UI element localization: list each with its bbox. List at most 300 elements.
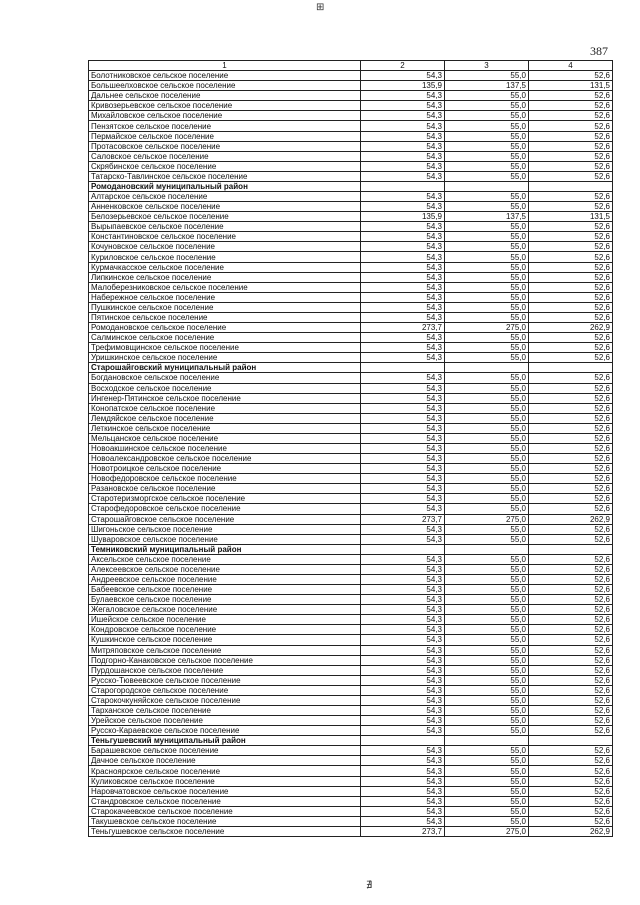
value-col2-cell: 54,3 bbox=[361, 746, 445, 756]
settlement-name-cell: Старофедоровское сельское поселение bbox=[89, 504, 361, 514]
value-col3-cell: 55,0 bbox=[445, 504, 529, 514]
value-col2-cell: 54,3 bbox=[361, 353, 445, 363]
value-col2-cell: 54,3 bbox=[361, 393, 445, 403]
value-col3-cell: 55,0 bbox=[445, 192, 529, 202]
value-col4-cell: 52,6 bbox=[529, 665, 613, 675]
value-col2-cell: 54,3 bbox=[361, 202, 445, 212]
table-row bbox=[89, 685, 613, 695]
table-row bbox=[89, 645, 613, 655]
value-col4-cell: 52,6 bbox=[529, 413, 613, 423]
settlement-name-cell: Стандровское сельское поселение bbox=[89, 796, 361, 806]
settlement-name-cell: Константиновское сельское поселение bbox=[89, 232, 361, 242]
settlement-name-cell: Подгорно-Канаковское сельское поселение bbox=[89, 655, 361, 665]
value-col2-cell: 135,9 bbox=[361, 212, 445, 222]
value-col4-cell: 52,6 bbox=[529, 302, 613, 312]
value-col2-cell: 54,3 bbox=[361, 192, 445, 202]
value-col4-cell: 52,6 bbox=[529, 726, 613, 736]
table-row bbox=[89, 312, 613, 322]
value-col4-cell: 52,6 bbox=[529, 494, 613, 504]
value-col2-cell: 54,3 bbox=[361, 706, 445, 716]
value-col3-cell: 55,0 bbox=[445, 262, 529, 272]
table-row bbox=[89, 554, 613, 564]
value-col2-cell: 54,3 bbox=[361, 464, 445, 474]
value-col4-cell: 52,6 bbox=[529, 454, 613, 464]
value-col2-cell: 54,3 bbox=[361, 665, 445, 675]
value-col4-cell: 52,6 bbox=[529, 605, 613, 615]
settlement-name-cell: Теньгушевский муниципальный район bbox=[89, 736, 361, 746]
value-col4-cell: 52,6 bbox=[529, 474, 613, 484]
value-col4-cell: 52,6 bbox=[529, 232, 613, 242]
value-col2-cell: 54,3 bbox=[361, 91, 445, 101]
table-row bbox=[89, 514, 613, 524]
value-col2-cell: 54,3 bbox=[361, 262, 445, 272]
table-row bbox=[89, 474, 613, 484]
value-col2-cell: 54,3 bbox=[361, 716, 445, 726]
value-col3-cell: 55,0 bbox=[445, 252, 529, 262]
settlement-name-cell: Пушкинское сельское поселение bbox=[89, 302, 361, 312]
value-col4-cell: 52,6 bbox=[529, 746, 613, 756]
settlement-name-cell: Тарханское сельское поселение bbox=[89, 706, 361, 716]
settlement-name-cell: Леткинское сельское поселение bbox=[89, 423, 361, 433]
value-col4-cell: 52,6 bbox=[529, 685, 613, 695]
value-col2-cell: 54,3 bbox=[361, 71, 445, 81]
table-header bbox=[89, 61, 613, 71]
settlement-name-cell: Ишейское сельское поселение bbox=[89, 615, 361, 625]
table-row bbox=[89, 464, 613, 474]
value-col3-cell: 55,0 bbox=[445, 423, 529, 433]
value-col3-cell: 55,0 bbox=[445, 806, 529, 816]
value-col4-cell: 52,6 bbox=[529, 443, 613, 453]
value-col4-cell: 52,6 bbox=[529, 141, 613, 151]
table-row bbox=[89, 71, 613, 81]
settlement-name-cell: Кушкинское сельское поселение bbox=[89, 635, 361, 645]
value-col4-cell: 52,6 bbox=[529, 675, 613, 685]
table-row bbox=[89, 655, 613, 665]
value-col3-cell: 55,0 bbox=[445, 585, 529, 595]
value-col2-cell: 54,3 bbox=[361, 645, 445, 655]
value-col2-cell: 54,3 bbox=[361, 504, 445, 514]
value-col2-cell: 54,3 bbox=[361, 151, 445, 161]
value-col2-cell: 54,3 bbox=[361, 443, 445, 453]
value-col3-cell: 55,0 bbox=[445, 413, 529, 423]
value-col2-cell: 54,3 bbox=[361, 141, 445, 151]
value-col3-cell: 55,0 bbox=[445, 111, 529, 121]
settlement-name-cell: Салминское сельское поселение bbox=[89, 333, 361, 343]
table-row bbox=[89, 766, 613, 776]
value-col2-cell: 54,3 bbox=[361, 585, 445, 595]
value-col2-cell: 54,3 bbox=[361, 121, 445, 131]
value-col2-cell: 54,3 bbox=[361, 343, 445, 353]
table-row bbox=[89, 605, 613, 615]
value-col2-cell: 54,3 bbox=[361, 433, 445, 443]
value-col4-cell: 52,6 bbox=[529, 333, 613, 343]
table-row bbox=[89, 141, 613, 151]
value-col2-cell bbox=[361, 363, 445, 373]
table-row bbox=[89, 383, 613, 393]
value-col4-cell: 52,6 bbox=[529, 615, 613, 625]
value-col2-cell: 54,3 bbox=[361, 564, 445, 574]
settlement-name-cell: Наровчатовское сельское поселение bbox=[89, 786, 361, 796]
value-col3-cell: 55,0 bbox=[445, 716, 529, 726]
value-col4-cell: 52,6 bbox=[529, 464, 613, 474]
settlement-name-cell: Белозерьевское сельское поселение bbox=[89, 212, 361, 222]
table-row bbox=[89, 816, 613, 826]
value-col3-cell: 55,0 bbox=[445, 202, 529, 212]
value-col4-cell: 52,6 bbox=[529, 423, 613, 433]
table-row bbox=[89, 192, 613, 202]
settlement-name-cell: Пензятское сельское поселение bbox=[89, 121, 361, 131]
value-col3-cell: 55,0 bbox=[445, 91, 529, 101]
value-col4-cell: 52,6 bbox=[529, 242, 613, 252]
value-col3-cell: 55,0 bbox=[445, 242, 529, 252]
settlement-name-cell: Бабеевское сельское поселение bbox=[89, 585, 361, 595]
value-col2-cell: 273,7 bbox=[361, 514, 445, 524]
settlement-name-cell: Новофедоровское сельское поселение bbox=[89, 474, 361, 484]
table-row bbox=[89, 746, 613, 756]
value-col3-cell: 275,0 bbox=[445, 323, 529, 333]
value-col3-cell: 55,0 bbox=[445, 121, 529, 131]
value-col3-cell: 55,0 bbox=[445, 595, 529, 605]
value-col4-cell: 52,6 bbox=[529, 222, 613, 232]
value-col4-cell: 52,6 bbox=[529, 564, 613, 574]
settlement-name-cell: Теньгушевское сельское поселение bbox=[89, 826, 361, 836]
value-col2-cell: 54,3 bbox=[361, 574, 445, 584]
value-col2-cell: 54,3 bbox=[361, 806, 445, 816]
table-row bbox=[89, 595, 613, 605]
value-col3-cell: 137,5 bbox=[445, 81, 529, 91]
settlement-name-cell: Саловское сельское поселение bbox=[89, 151, 361, 161]
value-col2-cell: 273,7 bbox=[361, 323, 445, 333]
value-col4-cell: 262,9 bbox=[529, 514, 613, 524]
table-row bbox=[89, 706, 613, 716]
value-col2-cell: 54,3 bbox=[361, 726, 445, 736]
value-col2-cell bbox=[361, 736, 445, 746]
value-col4-cell: 52,6 bbox=[529, 282, 613, 292]
table-row bbox=[89, 121, 613, 131]
settlement-name-cell: Андреевское сельское поселение bbox=[89, 574, 361, 584]
value-col2-cell: 54,3 bbox=[361, 796, 445, 806]
value-col2-cell: 54,3 bbox=[361, 171, 445, 181]
value-col2-cell: 54,3 bbox=[361, 312, 445, 322]
value-col4-cell: 52,6 bbox=[529, 645, 613, 655]
table-row bbox=[89, 776, 613, 786]
settlement-name-cell: Большеелховское сельское поселение bbox=[89, 81, 361, 91]
table-row bbox=[89, 353, 613, 363]
value-col4-cell: 52,6 bbox=[529, 111, 613, 121]
table-row bbox=[89, 262, 613, 272]
value-col4-cell: 52,6 bbox=[529, 484, 613, 494]
settlement-name-cell: Митряповское сельское поселение bbox=[89, 645, 361, 655]
table-row bbox=[89, 433, 613, 443]
value-col3-cell: 55,0 bbox=[445, 222, 529, 232]
value-col2-cell: 54,3 bbox=[361, 161, 445, 171]
value-col3-cell: 55,0 bbox=[445, 454, 529, 464]
value-col4-cell: 52,6 bbox=[529, 635, 613, 645]
value-col2-cell: 54,3 bbox=[361, 524, 445, 534]
settlement-name-cell: Болотниковское сельское поселение bbox=[89, 71, 361, 81]
value-col4-cell: 52,6 bbox=[529, 655, 613, 665]
value-col2-cell: 54,3 bbox=[361, 695, 445, 705]
table-row bbox=[89, 111, 613, 121]
value-col3-cell: 55,0 bbox=[445, 635, 529, 645]
column-header-2: 2 bbox=[361, 61, 445, 71]
table-row bbox=[89, 826, 613, 836]
settlement-name-cell: Темниковский муниципальный район bbox=[89, 544, 361, 554]
value-col2-cell: 54,3 bbox=[361, 413, 445, 423]
value-col4-cell: 52,6 bbox=[529, 262, 613, 272]
settlement-name-cell: Ромодановское сельское поселение bbox=[89, 323, 361, 333]
settlement-name-cell: Старогородское сельское поселение bbox=[89, 685, 361, 695]
table-row bbox=[89, 625, 613, 635]
table-row bbox=[89, 333, 613, 343]
value-col4-cell: 52,6 bbox=[529, 353, 613, 363]
value-col2-cell: 54,3 bbox=[361, 232, 445, 242]
table-row bbox=[89, 252, 613, 262]
value-col4-cell: 52,6 bbox=[529, 716, 613, 726]
table-row bbox=[89, 806, 613, 816]
value-col3-cell: 55,0 bbox=[445, 292, 529, 302]
table-row bbox=[89, 222, 613, 232]
table-row bbox=[89, 574, 613, 584]
value-col4-cell: 52,6 bbox=[529, 695, 613, 705]
value-col2-cell: 54,3 bbox=[361, 242, 445, 252]
value-col2-cell: 54,3 bbox=[361, 625, 445, 635]
value-col3-cell: 55,0 bbox=[445, 554, 529, 564]
value-col4-cell: 52,6 bbox=[529, 595, 613, 605]
value-col3-cell: 55,0 bbox=[445, 474, 529, 484]
settlement-name-cell: Михайловское сельское поселение bbox=[89, 111, 361, 121]
value-col3-cell: 55,0 bbox=[445, 151, 529, 161]
value-col4-cell: 52,6 bbox=[529, 756, 613, 766]
table-body bbox=[89, 71, 613, 837]
settlement-name-cell: Старокачеевское сельское поселение bbox=[89, 806, 361, 816]
value-col3-cell: 55,0 bbox=[445, 695, 529, 705]
table-row bbox=[89, 212, 613, 222]
value-col4-cell: 52,6 bbox=[529, 403, 613, 413]
value-col2-cell: 54,3 bbox=[361, 252, 445, 262]
value-col2-cell: 54,3 bbox=[361, 222, 445, 232]
value-col4-cell: 52,6 bbox=[529, 171, 613, 181]
value-col4-cell: 52,6 bbox=[529, 776, 613, 786]
value-col4-cell bbox=[529, 544, 613, 554]
settlement-name-cell: Куликовское сельское поселение bbox=[89, 776, 361, 786]
table-row bbox=[89, 564, 613, 574]
value-col2-cell: 54,3 bbox=[361, 484, 445, 494]
value-col2-cell: 54,3 bbox=[361, 373, 445, 383]
table-row bbox=[89, 615, 613, 625]
settlement-name-cell: Протасовское сельское поселение bbox=[89, 141, 361, 151]
table-row bbox=[89, 524, 613, 534]
settlement-name-cell: Трефимовщинское сельское поселение bbox=[89, 343, 361, 353]
settlement-name-cell: Набережное сельское поселение bbox=[89, 292, 361, 302]
settlement-name-cell: Русско-Тювеевское сельское поселение bbox=[89, 675, 361, 685]
value-col3-cell: 55,0 bbox=[445, 101, 529, 111]
table-row bbox=[89, 443, 613, 453]
value-col4-cell: 52,6 bbox=[529, 574, 613, 584]
table-row bbox=[89, 161, 613, 171]
settlement-name-cell: Мельцанское сельское поселение bbox=[89, 433, 361, 443]
table-row bbox=[89, 504, 613, 514]
value-col4-cell: 52,6 bbox=[529, 71, 613, 81]
settlement-name-cell: Русско-Караевское сельское поселение bbox=[89, 726, 361, 736]
settlement-name-cell: Такушевское сельское поселение bbox=[89, 816, 361, 826]
value-col2-cell: 54,3 bbox=[361, 282, 445, 292]
table-row bbox=[89, 695, 613, 705]
table-row bbox=[89, 151, 613, 161]
value-col4-cell: 52,6 bbox=[529, 131, 613, 141]
settlement-name-cell: Урейское сельское поселение bbox=[89, 716, 361, 726]
value-col4-cell bbox=[529, 736, 613, 746]
table-row bbox=[89, 675, 613, 685]
value-col4-cell: 262,9 bbox=[529, 323, 613, 333]
settlement-name-cell: Шуваровское сельское поселение bbox=[89, 534, 361, 544]
table-row bbox=[89, 484, 613, 494]
table-row bbox=[89, 302, 613, 312]
column-header-3: 3 bbox=[445, 61, 529, 71]
value-col4-cell: 52,6 bbox=[529, 101, 613, 111]
value-col3-cell: 55,0 bbox=[445, 433, 529, 443]
table-row bbox=[89, 232, 613, 242]
value-col4-cell: 52,6 bbox=[529, 373, 613, 383]
value-col2-cell: 54,3 bbox=[361, 554, 445, 564]
value-col3-cell: 55,0 bbox=[445, 796, 529, 806]
value-col3-cell: 55,0 bbox=[445, 383, 529, 393]
district-row bbox=[89, 544, 613, 554]
value-col4-cell: 52,6 bbox=[529, 554, 613, 564]
value-col2-cell: 54,3 bbox=[361, 766, 445, 776]
value-col2-cell: 54,3 bbox=[361, 595, 445, 605]
table-row bbox=[89, 101, 613, 111]
value-col4-cell: 52,6 bbox=[529, 202, 613, 212]
value-col3-cell: 55,0 bbox=[445, 625, 529, 635]
value-col4-cell: 52,6 bbox=[529, 585, 613, 595]
value-col3-cell: 55,0 bbox=[445, 302, 529, 312]
value-col3-cell bbox=[445, 736, 529, 746]
settlement-name-cell: Кондровское сельское поселение bbox=[89, 625, 361, 635]
settlement-name-cell: Татарско-Тавлинское сельское поселение bbox=[89, 171, 361, 181]
settlement-name-cell: Малоберезниковское сельское поселение bbox=[89, 282, 361, 292]
settlement-name-cell: Алексеевское сельское поселение bbox=[89, 564, 361, 574]
settlement-name-cell: Барашевское сельское поселение bbox=[89, 746, 361, 756]
value-col3-cell: 55,0 bbox=[445, 605, 529, 615]
settlement-name-cell: Разановское сельское поселение bbox=[89, 484, 361, 494]
table-row bbox=[89, 272, 613, 282]
value-col2-cell bbox=[361, 181, 445, 191]
value-col3-cell: 275,0 bbox=[445, 514, 529, 524]
value-col4-cell bbox=[529, 181, 613, 191]
table-row bbox=[89, 635, 613, 645]
settlement-name-cell: Анненковское сельское поселение bbox=[89, 202, 361, 212]
table-row bbox=[89, 756, 613, 766]
table-row bbox=[89, 665, 613, 675]
value-col2-cell: 54,3 bbox=[361, 302, 445, 312]
value-col4-cell: 52,6 bbox=[529, 504, 613, 514]
settlement-name-cell: Старокочкуняйское сельское поселение bbox=[89, 695, 361, 705]
value-col2-cell: 54,3 bbox=[361, 776, 445, 786]
value-col3-cell: 55,0 bbox=[445, 524, 529, 534]
value-col3-cell: 55,0 bbox=[445, 353, 529, 363]
value-col4-cell: 52,6 bbox=[529, 383, 613, 393]
table-row bbox=[89, 534, 613, 544]
settlement-name-cell: Новоалександровское сельское поселение bbox=[89, 454, 361, 464]
value-col4-cell: 52,6 bbox=[529, 343, 613, 353]
value-col2-cell: 54,3 bbox=[361, 756, 445, 766]
value-col3-cell: 55,0 bbox=[445, 333, 529, 343]
table-row bbox=[89, 393, 613, 403]
settlement-name-cell: Старотеризморгское сельское поселение bbox=[89, 494, 361, 504]
value-col3-cell: 55,0 bbox=[445, 141, 529, 151]
value-col2-cell: 54,3 bbox=[361, 454, 445, 464]
value-col4-cell: 52,6 bbox=[529, 766, 613, 776]
value-col2-cell: 54,3 bbox=[361, 101, 445, 111]
value-col2-cell: 54,3 bbox=[361, 131, 445, 141]
value-col3-cell: 55,0 bbox=[445, 726, 529, 736]
table-row bbox=[89, 81, 613, 91]
value-col3-cell: 55,0 bbox=[445, 71, 529, 81]
settlement-name-cell: Куриловское сельское поселение bbox=[89, 252, 361, 262]
settlement-name-cell: Скрябинское сельское поселение bbox=[89, 161, 361, 171]
value-col3-cell bbox=[445, 181, 529, 191]
value-col3-cell: 55,0 bbox=[445, 343, 529, 353]
value-col3-cell: 55,0 bbox=[445, 232, 529, 242]
value-col3-cell: 55,0 bbox=[445, 776, 529, 786]
table-row bbox=[89, 282, 613, 292]
value-col3-cell: 275,0 bbox=[445, 826, 529, 836]
table-row bbox=[89, 413, 613, 423]
value-col4-cell: 52,6 bbox=[529, 161, 613, 171]
value-col4-cell: 52,6 bbox=[529, 534, 613, 544]
settlement-name-cell: Вырыпаевское сельское поселение bbox=[89, 222, 361, 232]
value-col4-cell: 52,6 bbox=[529, 524, 613, 534]
settlement-name-cell: Конопатское сельское поселение bbox=[89, 403, 361, 413]
value-col2-cell: 54,3 bbox=[361, 333, 445, 343]
value-col2-cell: 54,3 bbox=[361, 403, 445, 413]
settlement-name-cell: Богдановское сельское поселение bbox=[89, 373, 361, 383]
settlement-name-cell: Курмачкасское сельское поселение bbox=[89, 262, 361, 272]
settlement-name-cell: Ингенер-Пятинское сельское поселение bbox=[89, 393, 361, 403]
value-col2-cell: 54,3 bbox=[361, 655, 445, 665]
value-col4-cell: 52,6 bbox=[529, 121, 613, 131]
table-row bbox=[89, 494, 613, 504]
table-row bbox=[89, 786, 613, 796]
value-col4-cell: 52,6 bbox=[529, 192, 613, 202]
settlement-name-cell: Жегаловское сельское поселение bbox=[89, 605, 361, 615]
value-col3-cell: 55,0 bbox=[445, 161, 529, 171]
value-col3-cell: 55,0 bbox=[445, 393, 529, 403]
table-row bbox=[89, 171, 613, 181]
value-col4-cell: 52,6 bbox=[529, 91, 613, 101]
value-col3-cell: 55,0 bbox=[445, 675, 529, 685]
value-col2-cell: 54,3 bbox=[361, 635, 445, 645]
value-col4-cell: 52,6 bbox=[529, 393, 613, 403]
settlement-name-cell: Красноярское сельское поселение bbox=[89, 766, 361, 776]
value-col2-cell: 54,3 bbox=[361, 675, 445, 685]
table-row bbox=[89, 403, 613, 413]
table-row bbox=[89, 423, 613, 433]
header-mark: ⊞ bbox=[316, 2, 325, 13]
value-col2-cell: 54,3 bbox=[361, 272, 445, 282]
value-col4-cell: 131,5 bbox=[529, 212, 613, 222]
value-col4-cell: 131,5 bbox=[529, 81, 613, 91]
table-row bbox=[89, 454, 613, 464]
table-row bbox=[89, 131, 613, 141]
settlement-name-cell: Алтарское сельское поселение bbox=[89, 192, 361, 202]
value-col2-cell: 54,3 bbox=[361, 292, 445, 302]
value-col3-cell: 55,0 bbox=[445, 786, 529, 796]
value-col2-cell: 54,3 bbox=[361, 685, 445, 695]
value-col2-cell: 135,9 bbox=[361, 81, 445, 91]
table-row bbox=[89, 585, 613, 595]
